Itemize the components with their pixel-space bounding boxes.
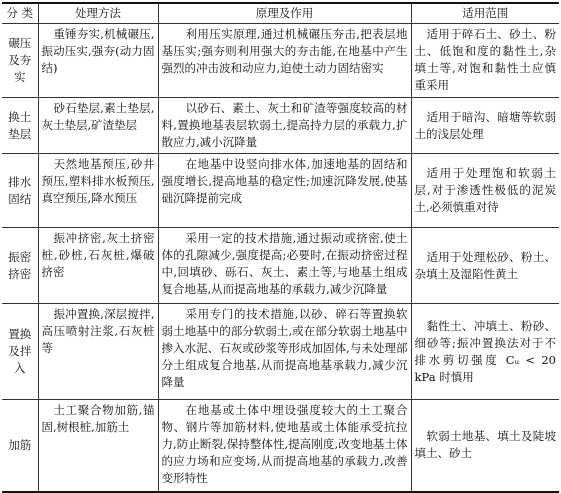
row-scope: 软弱土地基、填土及陡坡填土、砂土	[411, 400, 559, 492]
row-category: 换土垫层	[8, 109, 32, 141]
row-principle: 采用一定的技术措施,通过振动或挤密,使土体的孔隙减少,强度提高;必要时,在振动挤密过程中,回填砂、砾石、灰土、素土等,与地基土组成复合地基,从而提高地基的承载力,减少沉降量	[158, 228, 411, 304]
table-row	[2, 98, 559, 154]
row-scope: 适用于碎石土、砂土、粉土、低饱和度的黏性土,杂填土等,对饱和黏性土应慎重采用	[411, 24, 559, 98]
row-principle: 以砂石、素土、灰土和矿渣等强度较高的材料,置换地基表层软弱土,提高持力层的承载力,扩散应力,减小沉降量	[158, 98, 411, 154]
table-row	[2, 228, 559, 304]
header-method: 处理方法	[38, 3, 158, 24]
row-method: 振冲挤密,灰土挤密桩,砂桩,石灰桩,爆破挤密	[38, 228, 158, 304]
row-principle: 在地基或土体中埋设强度较大的土工聚合物、钢片等加筋材料,使地基或土体能承受抗拉力,防止断裂,保持整体性,提高刚度,改变地基土体的应力场和应变场,从而提高地基的承载力,改善变形特性	[158, 400, 411, 492]
header-category: 分 类	[2, 3, 38, 24]
row-principle: 采用专门的技术措施,以砂、碎石等置换软弱土地基中的部分软弱土,或在部分软弱土地基中掺入水泥、石灰或砂浆等形成加固体,与未处理部分土组成复合地基,从而提高地基承载力,减少沉降量	[158, 304, 411, 400]
ground-treatment-table	[2, 2, 559, 493]
row-category: 振密挤密	[8, 249, 32, 281]
table-row	[2, 24, 559, 98]
table-row	[2, 154, 559, 228]
header-row	[2, 3, 559, 24]
row-category: 碾压及夯实	[8, 36, 32, 84]
row-method: 振冲置换,深层搅拌,高压喷射注浆,石灰桩等	[38, 304, 158, 400]
row-category: 置换及拌入	[8, 327, 32, 375]
row-principle: 在地基中设竖向排水体,加速地基的固结和强度增长,提高地基的稳定性;加速沉降发展,使基础沉降提前完成	[158, 154, 411, 228]
row-principle: 利用压实原理,通过机械碾压夯击,把表层地基压实;强夯则利用强大的夯击能,在地基中产生强烈的冲击波和动应力,迫使土动力固结密实	[158, 24, 411, 98]
row-method: 天然地基预压,砂井预压,塑料排水板预压,真空预压,降水预压	[38, 154, 158, 228]
row-category: 排水固结	[8, 174, 32, 206]
row-scope: 适用于暗沟、暗塘等软弱土的浅层处理	[411, 98, 559, 154]
row-scope: 适用于处理饱和软弱土层,对于渗透性极低的泥炭土,必须慎重对待	[411, 154, 559, 228]
row-category: 加筋	[8, 437, 32, 452]
table-row	[2, 304, 559, 400]
header-principle: 原理及作用	[158, 3, 411, 24]
row-method: 重锤夯实,机械碾压,振动压实,强夯(动力固结)	[38, 24, 158, 98]
row-method: 砂石垫层,素土垫层,灰土垫层,矿渣垫层	[38, 98, 158, 154]
row-method: 土工聚合物加筋,锚固,树根桩,加筋土	[38, 400, 158, 492]
header-scope: 适用范围	[411, 3, 559, 24]
row-scope: 适用于处理松砂、粉土、杂填土及湿陷性黄土	[411, 228, 559, 304]
row-scope: 黏性土、冲填土、粉砂、细砂等;振冲置换法对于不排水剪切强度 Cᵤ < 20 kPa 时慎用	[411, 304, 559, 400]
